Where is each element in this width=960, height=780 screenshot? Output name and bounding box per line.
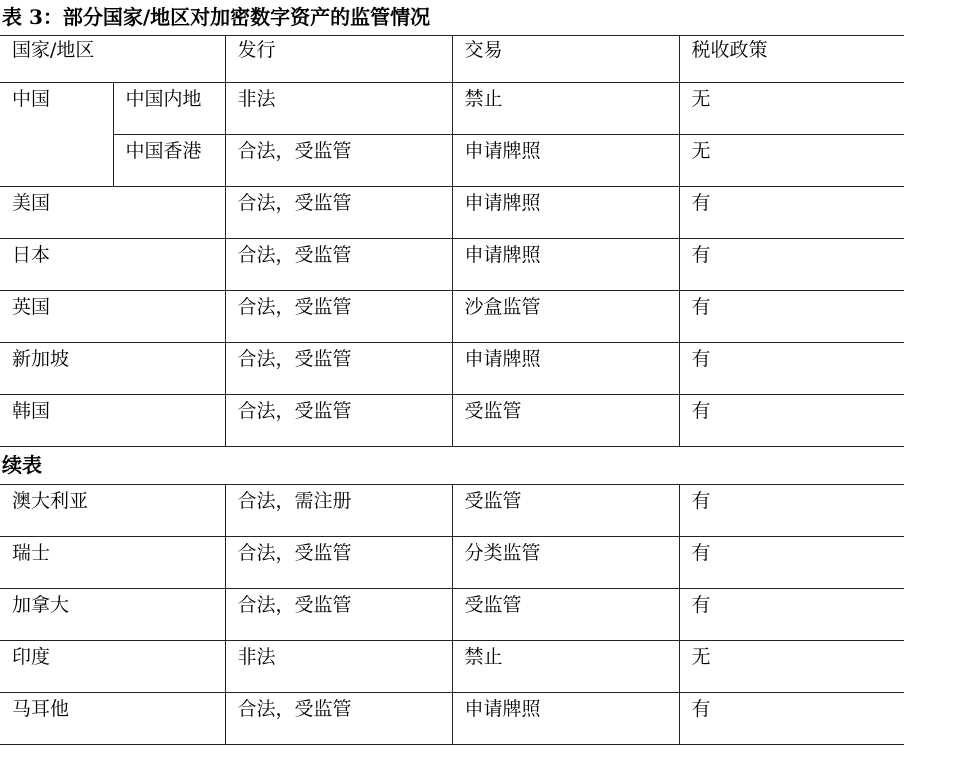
cell-trade: 受监管 bbox=[452, 485, 679, 537]
cell-trade: 沙盒监管 bbox=[452, 291, 679, 343]
cell-trade: 申请牌照 bbox=[452, 135, 679, 187]
cell-issue: 合法，受监管 bbox=[225, 537, 452, 589]
cell-issue: 非法 bbox=[225, 83, 452, 135]
table-row bbox=[0, 693, 904, 745]
cell-issue: 合法，受监管 bbox=[225, 343, 452, 395]
regulation-table bbox=[0, 35, 904, 447]
cell-country: 瑞士 bbox=[0, 537, 225, 589]
cell-region: 中国 bbox=[0, 83, 113, 187]
table-row bbox=[0, 485, 904, 537]
cell-tax: 有 bbox=[679, 693, 904, 745]
cell-trade: 受监管 bbox=[452, 589, 679, 641]
header-trade: 交易 bbox=[452, 36, 679, 83]
table-row bbox=[0, 83, 904, 135]
header-country: 国家/地区 bbox=[0, 36, 225, 83]
header-tax: 税收政策 bbox=[679, 36, 904, 83]
header-issue: 发行 bbox=[225, 36, 452, 83]
regulation-table-continued bbox=[0, 484, 904, 745]
table-row bbox=[0, 395, 904, 447]
cell-tax: 有 bbox=[679, 485, 904, 537]
cell-issue: 合法，受监管 bbox=[225, 589, 452, 641]
cell-trade: 分类监管 bbox=[452, 537, 679, 589]
cell-issue: 合法，受监管 bbox=[225, 291, 452, 343]
table-row bbox=[0, 641, 904, 693]
cell-country: 印度 bbox=[0, 641, 225, 693]
table-header-row bbox=[0, 36, 904, 83]
cell-country: 英国 bbox=[0, 291, 225, 343]
cell-issue: 合法，受监管 bbox=[225, 135, 452, 187]
cell-issue: 合法，受监管 bbox=[225, 187, 452, 239]
table-row bbox=[0, 291, 904, 343]
cell-country: 澳大利亚 bbox=[0, 485, 225, 537]
cell-subregion: 中国内地 bbox=[113, 83, 225, 135]
table-row bbox=[0, 187, 904, 239]
continued-label: 续表 bbox=[2, 453, 42, 477]
cell-trade: 申请牌照 bbox=[452, 343, 679, 395]
cell-country: 加拿大 bbox=[0, 589, 225, 641]
cell-trade: 申请牌照 bbox=[452, 693, 679, 745]
cell-country: 马耳他 bbox=[0, 693, 225, 745]
cell-subregion: 中国香港 bbox=[113, 135, 225, 187]
cell-tax: 有 bbox=[679, 239, 904, 291]
cell-trade: 禁止 bbox=[452, 83, 679, 135]
cell-trade: 受监管 bbox=[452, 395, 679, 447]
cell-tax: 无 bbox=[679, 135, 904, 187]
cell-country: 韩国 bbox=[0, 395, 225, 447]
cell-country: 美国 bbox=[0, 187, 225, 239]
cell-issue: 合法，需注册 bbox=[225, 485, 452, 537]
cell-tax: 有 bbox=[679, 589, 904, 641]
cell-tax: 有 bbox=[679, 395, 904, 447]
cell-tax: 无 bbox=[679, 83, 904, 135]
table-row bbox=[0, 239, 904, 291]
cell-trade: 禁止 bbox=[452, 641, 679, 693]
cell-country: 新加坡 bbox=[0, 343, 225, 395]
table-row bbox=[0, 343, 904, 395]
cell-issue: 合法，受监管 bbox=[225, 693, 452, 745]
cell-tax: 有 bbox=[679, 537, 904, 589]
cell-issue: 合法，受监管 bbox=[225, 395, 452, 447]
cell-tax: 有 bbox=[679, 343, 904, 395]
table-row bbox=[0, 589, 904, 641]
cell-tax: 无 bbox=[679, 641, 904, 693]
cell-country: 日本 bbox=[0, 239, 225, 291]
cell-tax: 有 bbox=[679, 187, 904, 239]
table-row bbox=[0, 135, 904, 187]
table-row bbox=[0, 537, 904, 589]
cell-tax: 有 bbox=[679, 291, 904, 343]
cell-issue: 非法 bbox=[225, 641, 452, 693]
table-caption: 表 3：部分国家/地区对加密数字资产的监管情况 bbox=[2, 5, 431, 29]
cell-trade: 申请牌照 bbox=[452, 239, 679, 291]
cell-issue: 合法，受监管 bbox=[225, 239, 452, 291]
cell-trade: 申请牌照 bbox=[452, 187, 679, 239]
